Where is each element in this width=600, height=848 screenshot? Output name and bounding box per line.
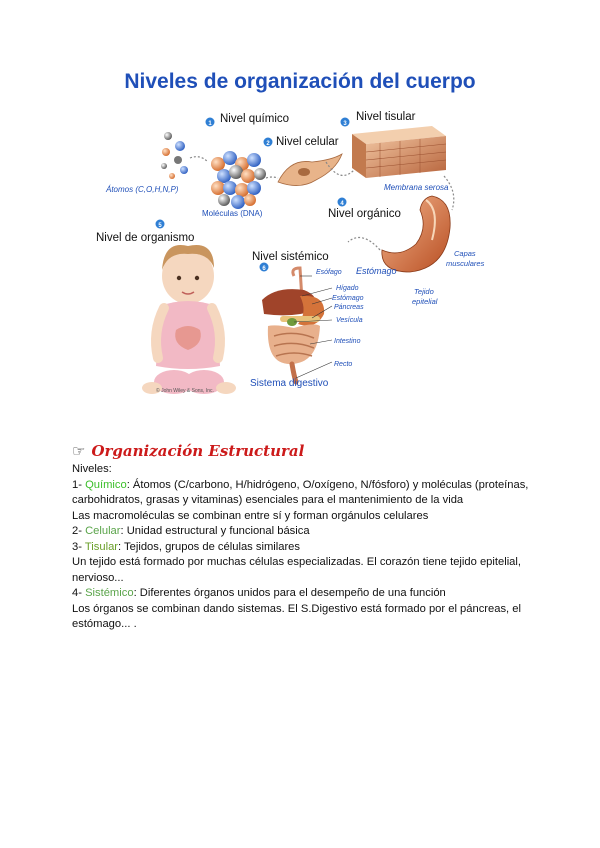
- level-3-keyword: Tisular: [84, 540, 119, 553]
- level-number-4: [338, 198, 347, 208]
- level-cellular-label: Nivel celular: [276, 136, 339, 148]
- level-number-5: [156, 220, 165, 230]
- epithelial-tissue-label-2: epitelial: [412, 297, 438, 306]
- molecules-label: Moléculas (DNA): [202, 209, 263, 218]
- level-3-extra: Un tejido está formado por muchas células especializadas. El corazón tiene tejido epitelial, nervioso...: [72, 556, 521, 584]
- level-2-keyword: Celular: [85, 525, 121, 537]
- page-title: Niveles de organización del cuerpo: [124, 70, 476, 93]
- level-number-2: [264, 138, 273, 148]
- rectum-label: Recto: [334, 361, 353, 368]
- atoms-illustration: [161, 132, 188, 179]
- epithelial-tissue-label-1: Tejido: [414, 287, 434, 296]
- child-organism-illustration: [142, 245, 236, 394]
- svg-text:6: 6: [262, 266, 266, 272]
- muscle-layers-label-1: Capas: [454, 249, 476, 258]
- tissue-illustration: [352, 126, 446, 178]
- svg-text:2: 2: [266, 141, 270, 147]
- level-1-keyword: Químico: [85, 478, 127, 491]
- section-title: [72, 442, 304, 460]
- svg-text:5: 5: [158, 223, 162, 229]
- level-4-keyword: Sistémico: [85, 587, 134, 599]
- esophagus-label: Esófago: [316, 269, 342, 276]
- level-chemical-label: Nivel químico: [220, 113, 290, 125]
- levels-description: [72, 462, 530, 633]
- serous-membrane-label: Membrana serosa: [384, 183, 449, 192]
- muscle-layers-label-2: musculares: [446, 259, 485, 268]
- pancreas-label: Páncreas: [334, 304, 364, 311]
- arrow-molecule-cell: [266, 177, 278, 178]
- level-4-extra: Los órganos se combinan dando sistemas. El S.Digestivo está formado por el páncreas, el estómago... .: [72, 602, 521, 630]
- level-number-1: [206, 118, 215, 128]
- svg-text:3: 3: [343, 121, 347, 127]
- stomach-big-label: Estómago: [356, 266, 397, 276]
- copyright-label: © John Wiley & Sons, Inc.: [156, 388, 214, 394]
- level-organ-label: Nivel orgánico: [328, 208, 401, 220]
- svg-text:1: 1: [208, 121, 212, 127]
- level-2-line: 2- Celular: Unidad estructural y funcional básica: [72, 525, 310, 537]
- arrow-organ-system: [348, 238, 380, 251]
- molecule-illustration: [211, 151, 266, 209]
- level-3-line: 3- Tisular: Tejidos, grupos de células similares: [72, 540, 301, 553]
- section-title-text: Organización Estructural: [91, 442, 305, 460]
- levels-heading: Niveles:: [72, 463, 112, 475]
- level-number-6: [260, 263, 269, 273]
- svg-text:4: 4: [340, 201, 344, 207]
- digestive-system-illustration: [262, 268, 324, 382]
- body-organization-figure: [80, 100, 520, 410]
- level-4-line: 4- Sistémico: Diferentes órganos unidos para el desempeño de una función: [72, 587, 446, 599]
- level-tissue-label: Nivel tisular: [356, 111, 416, 123]
- stomach-small-label: Estómago: [332, 295, 364, 302]
- pointing-hand-icon: ☞: [72, 442, 86, 460]
- level-system-label: Nivel sistémico: [252, 251, 329, 263]
- digestive-system-label: Sistema digestivo: [250, 378, 329, 389]
- gallbladder-label: Vesícula: [336, 317, 363, 324]
- liver-label: Hígado: [336, 285, 359, 292]
- level-number-3: [341, 118, 350, 128]
- intestine-label: Intestino: [334, 338, 361, 345]
- level-organism-label: Nivel de organismo: [96, 232, 195, 244]
- level-1-extra: Las macromoléculas se combinan entre sí y forman orgánulos celulares: [72, 509, 429, 522]
- cell-nucleus: [298, 168, 310, 176]
- atoms-label: Átomos (C,O,H,N,P): [106, 185, 179, 194]
- cell-illustration: [278, 154, 342, 186]
- arrow-atoms: [190, 157, 208, 162]
- level-1-line: 1- Químico: Átomos (C/carbono, H/hidrógeno, O/oxígeno, N/fósforo) y moléculas (proteínas, carbohidratos, grasas y vitaminas) esenciales para el mantenimiento de la vida: [72, 478, 529, 506]
